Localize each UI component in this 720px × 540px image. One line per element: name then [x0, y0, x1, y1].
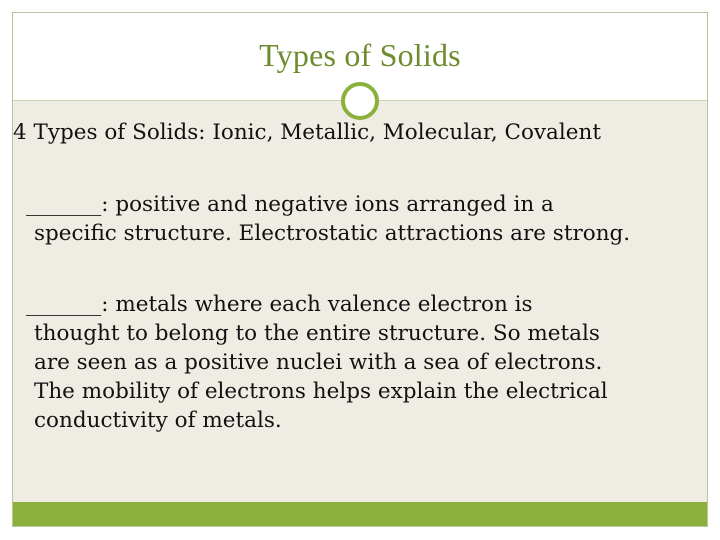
ionic-line-2: specific structure. Electrostatic attractions are strong. — [34, 221, 631, 246]
metallic-blank: _______ — [26, 292, 102, 317]
metallic-line-3: are seen as a positive nuclei with a sea of electrons. — [34, 350, 603, 375]
slide-title: Types of Solids — [259, 37, 461, 73]
intro-text: 4 Types of Solids: Ionic, Metallic, Molecular, Covalent — [13, 120, 601, 145]
metallic-text-1: : metals where each valence electron is — [101, 292, 533, 317]
ionic-line-1 — [26, 190, 630, 219]
decorative-circle-icon — [341, 82, 379, 120]
metallic-line-5: conductivity of metals. — [34, 408, 282, 433]
metallic-line-2: thought to belong to the entire structure. So metals — [34, 321, 600, 346]
ionic-paragraph — [26, 190, 630, 248]
metallic-paragraph — [26, 290, 608, 435]
slide-frame — [12, 12, 708, 527]
ionic-text-1: : positive and negative ions arranged in a — [101, 192, 554, 217]
metallic-line-4: The mobility of electrons helps explain the electrical — [34, 379, 608, 404]
ionic-blank: _______ — [26, 192, 102, 217]
bottom-accent-bar — [13, 502, 707, 526]
metallic-line-1 — [26, 290, 608, 319]
